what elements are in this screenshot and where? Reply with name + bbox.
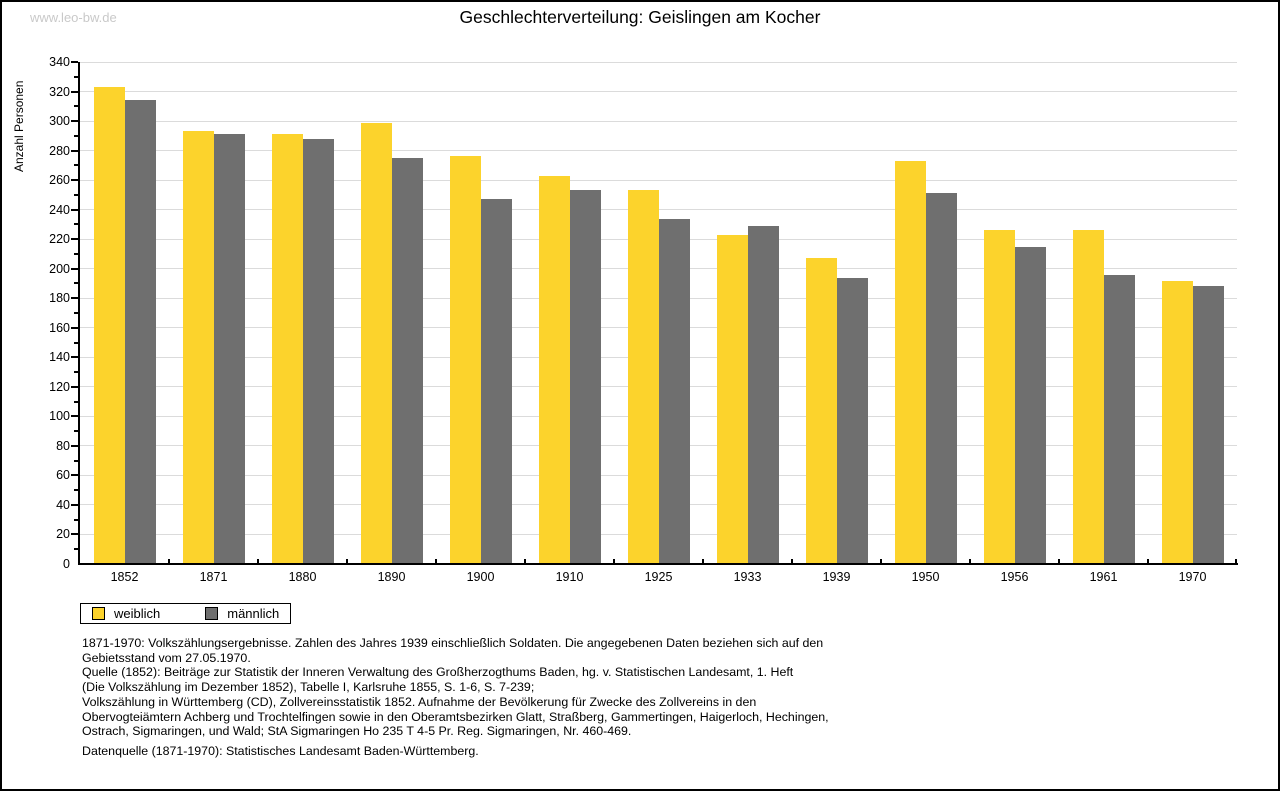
y-tick-label-240: 240 xyxy=(49,202,70,217)
y-major-tick-320 xyxy=(71,91,78,93)
footer-source-text xyxy=(82,636,829,739)
legend-item-weiblich xyxy=(92,606,160,621)
legend-swatch-maennlich xyxy=(205,607,218,620)
x-axis-label-1871: 1871 xyxy=(199,570,228,584)
y-tick-label-200: 200 xyxy=(49,261,70,276)
y-major-tick-140 xyxy=(71,356,78,358)
x-axis-label-1900: 1900 xyxy=(466,570,495,584)
y-tick-label-80: 80 xyxy=(56,438,70,453)
y-tick-label-180: 180 xyxy=(49,291,70,306)
bar-weiblich-1933 xyxy=(717,235,748,564)
bar-weiblich-1950 xyxy=(895,161,926,564)
y-tick-label-160: 160 xyxy=(49,320,70,335)
bar-männlich-1956 xyxy=(1015,247,1046,564)
y-major-tick-80 xyxy=(71,445,78,447)
bar-männlich-1852 xyxy=(125,100,156,564)
x-axis-label-1852: 1852 xyxy=(110,570,139,584)
bar-weiblich-1852 xyxy=(94,87,125,564)
y-axis-line xyxy=(78,62,80,565)
x-axis-line xyxy=(78,563,1238,565)
gridline-300 xyxy=(80,121,1237,122)
y-major-tick-280 xyxy=(71,150,78,152)
y-major-tick-160 xyxy=(71,327,78,329)
bar-männlich-1900 xyxy=(481,199,512,564)
bar-männlich-1871 xyxy=(214,134,245,564)
datasource-note: Datenquelle (1871-1970): Statistisches Landesamt Baden-Württemberg. xyxy=(82,743,479,758)
x-axis-label-1933: 1933 xyxy=(733,570,762,584)
legend-label-maennlich: männlich xyxy=(227,606,280,621)
y-major-tick-220 xyxy=(71,238,78,240)
x-axis-label-1939: 1939 xyxy=(822,570,851,584)
y-tick-label-0: 0 xyxy=(63,557,70,571)
x-axis-label-1950: 1950 xyxy=(911,570,940,584)
page-title: Geschlechterverteilung: Geislingen am Kocher xyxy=(459,7,821,27)
footer-line-4: (Die Volkszählung im Dezember 1852), Tabelle I, Karlsruhe 1855, S. 1-6, S. 7-239; xyxy=(82,680,535,695)
y-major-tick-20 xyxy=(71,533,78,535)
y-tick-label-260: 260 xyxy=(49,173,70,188)
bar-weiblich-1961 xyxy=(1073,230,1104,564)
bar-weiblich-1970 xyxy=(1162,281,1193,564)
y-tick-label-120: 120 xyxy=(49,379,70,394)
bar-weiblich-1956 xyxy=(984,230,1015,564)
x-axis-label-1910: 1910 xyxy=(555,570,584,584)
legend-swatch-weiblich xyxy=(92,607,105,620)
bar-männlich-1880 xyxy=(303,139,334,564)
bar-weiblich-1939 xyxy=(806,258,837,564)
legend-item-maennlich xyxy=(205,606,279,621)
y-tick-label-340: 340 xyxy=(49,55,70,69)
bar-männlich-1970 xyxy=(1193,286,1224,564)
y-tick-label-320: 320 xyxy=(49,84,70,99)
footer-line-1: 1871-1970: Volkszählungsergebnisse. Zahlen des Jahres 1939 einschließlich Soldaten. Die angegebenen Daten beziehen sich auf den xyxy=(82,636,824,650)
bar-weiblich-1880 xyxy=(272,134,303,564)
x-axis-label-1956: 1956 xyxy=(1000,570,1029,584)
y-major-tick-60 xyxy=(71,474,78,476)
x-axis-label-1961: 1961 xyxy=(1089,570,1118,584)
bar-männlich-1961 xyxy=(1104,275,1135,564)
y-major-tick-260 xyxy=(71,179,78,181)
y-tick-label-220: 220 xyxy=(49,232,70,247)
gridline-260 xyxy=(80,180,1237,181)
bar-männlich-1890 xyxy=(392,158,423,564)
bar-männlich-1925 xyxy=(659,219,690,564)
gridline-340 xyxy=(80,62,1237,63)
footer-line-7: Ostrach, Sigmaringen, und Wald; StA Sigmaringen Ho 235 T 4-5 Pr. Reg. Sigmaringen, Nr. 460-469. xyxy=(82,724,632,739)
y-tick-label-60: 60 xyxy=(56,468,70,483)
bar-männlich-1950 xyxy=(926,193,957,564)
legend-label-weiblich: weiblich xyxy=(114,606,161,621)
x-axis-label-1880: 1880 xyxy=(288,570,317,584)
bar-weiblich-1925 xyxy=(628,190,659,564)
watermark: www.leo-bw.de xyxy=(30,10,117,25)
y-major-tick-100 xyxy=(71,415,78,417)
bar-weiblich-1910 xyxy=(539,176,570,564)
y-major-tick-200 xyxy=(71,268,78,270)
y-major-tick-240 xyxy=(71,209,78,211)
y-major-tick-300 xyxy=(71,120,78,122)
gridline-280 xyxy=(80,150,1237,151)
bar-weiblich-1871 xyxy=(183,131,214,564)
gridline-320 xyxy=(80,91,1237,92)
x-axis-label-1925: 1925 xyxy=(644,570,673,584)
y-tick-label-300: 300 xyxy=(49,114,70,129)
y-axis-title: Anzahl Personen xyxy=(12,80,26,172)
y-tick-label-280: 280 xyxy=(49,143,70,158)
y-major-tick-120 xyxy=(71,386,78,388)
plot-area xyxy=(49,55,1237,584)
x-axis-label-1890: 1890 xyxy=(377,570,406,584)
y-tick-label-20: 20 xyxy=(56,527,70,542)
y-tick-label-140: 140 xyxy=(49,350,70,365)
bar-männlich-1939 xyxy=(837,278,868,564)
bar-männlich-1910 xyxy=(570,190,601,564)
y-major-tick-40 xyxy=(71,504,78,506)
x-axis-label-1970: 1970 xyxy=(1178,570,1207,584)
y-tick-label-100: 100 xyxy=(49,409,70,424)
y-tick-label-40: 40 xyxy=(56,497,70,512)
footer-notes xyxy=(82,636,829,759)
footer-line-5: Volkszählung in Württemberg (CD), Zollvereinsstatistik 1852. Aufnahme der Bevölkerung für Zwecke des Zollvereins in den xyxy=(82,694,757,709)
footer-line-3: Quelle (1852): Beiträge zur Statistik der Inneren Verwaltung des Großherzogthums Baden, hg. v. Statistischen Landesamt, 1. Heft xyxy=(82,665,794,680)
footer-line-6: Obervogteiämtern Achberg und Trochtelfingen sowie in den Oberamtsbezirken Glatt, Straßberg, Gammertingen, Haigerloch, Hechingen, xyxy=(82,709,829,724)
y-major-tick-340 xyxy=(71,61,78,63)
bar-männlich-1933 xyxy=(748,226,779,564)
legend xyxy=(80,603,291,624)
bar-weiblich-1900 xyxy=(450,156,481,564)
y-major-tick-180 xyxy=(71,297,78,299)
bar-weiblich-1890 xyxy=(361,123,392,564)
footer-line-2: Gebietsstand vom 27.05.1970. xyxy=(82,650,251,665)
